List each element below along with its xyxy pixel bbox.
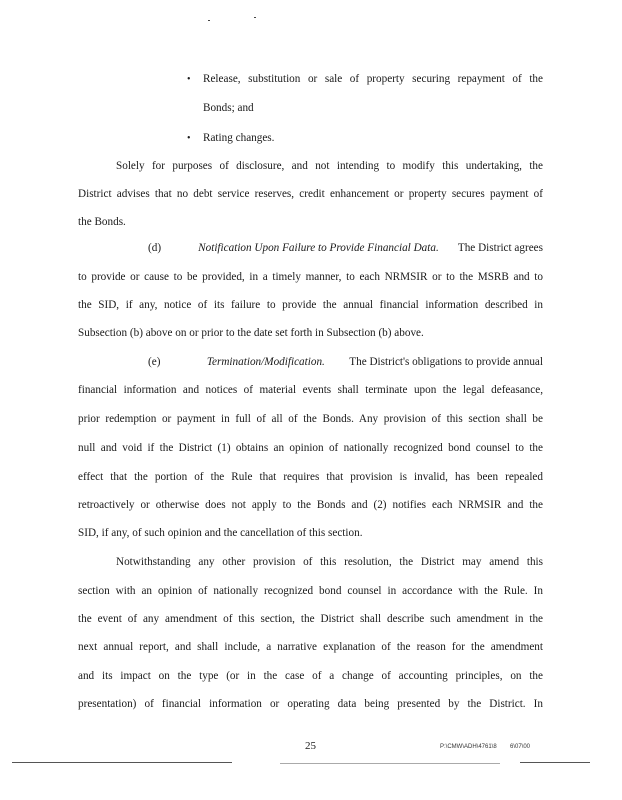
para-d-heading: Notification Upon Failure to Provide Financial Data. [198,242,439,254]
disclosure-line-3: the Bonds. [78,216,126,228]
disclosure-line-1: Solely for purposes of disclosure, and not intending to modify this undertaking, the [116,160,543,172]
scan-speck [254,17,256,18]
para-e-line-5: effect that the portion of the Rule that requires that provision is invalid, has been repealed [78,471,543,483]
footer-rule-right [520,762,590,763]
para-e-label: (e) [148,356,161,368]
disclosure-line-2: District advises that no debt service reserves, credit enhancement or property secures payment of [78,188,543,200]
bullet-1-line-2: Bonds; and [203,102,254,114]
notwithstanding-line-3: the event of any amendment of this section, the District shall describe such amendment in the [78,613,543,625]
bullet-1-line-1: Release, substitution or sale of property securing repayment of the [203,73,543,85]
page-number: 25 [305,740,316,752]
para-e-heading-line [148,355,543,369]
footer-rule-middle [280,763,500,764]
bullet-icon: • [187,74,191,85]
doc-code-date: 6\07\00 [510,744,531,750]
bullet-icon: • [187,133,191,144]
notwithstanding-line-4: next annual report, and shall include, a narrative explanation of the reason for the amendment [78,641,543,653]
doc-code-path: P:\CMW\ADH\4761\8 [440,744,497,750]
notwithstanding-line-6: presentation) of financial information or operating data being presented by the District. In [78,698,543,710]
para-e-line-7: SID, if any, of such opinion and the cancellation of this section. [78,527,363,539]
para-d-heading-line [148,241,543,255]
para-d-line-3: the SID, if any, notice of its failure to provide the annual financial information described in [78,299,543,311]
para-e-line-6: retroactively or otherwise does not apply to the Bonds and (2) notifies each NRMSIR and the [78,499,543,511]
notwithstanding-line-1: Notwithstanding any other provision of this resolution, the District may amend this [116,556,543,568]
para-d-label: (d) [148,242,162,254]
para-e-line-4: null and void if the District (1) obtains an opinion of nationally recognized bond counsel to the [78,442,543,454]
notwithstanding-line-5: and its impact on the type (or in the case of a change of accounting principles, on the [78,670,543,682]
footer-rule-left [12,762,232,763]
scan-speck [208,20,210,21]
para-e-line-2: financial information and notices of material events shall terminate upon the legal defeasance, [78,384,543,396]
para-d-line-4: Subsection (b) above on or prior to the date set forth in Subsection (b) above. [78,327,424,339]
para-e-heading: Termination/Modification. [206,356,325,368]
bullet-2-line-1: Rating changes. [203,132,275,144]
para-d-first-line-rest: The District agrees [457,242,543,254]
para-d-line-2: to provide or cause to be provided, in a timely manner, to each NRMSIR or to the MSRB and to [78,271,543,283]
para-e-line-3: prior redemption or payment in full of all of the Bonds. Any provision of this section shall be [78,413,543,425]
para-e-first-line-rest: The District's obligations to provide annual [349,356,543,368]
notwithstanding-line-2: section with an opinion of nationally recognized bond counsel in accordance with the Rule. In [78,585,543,597]
